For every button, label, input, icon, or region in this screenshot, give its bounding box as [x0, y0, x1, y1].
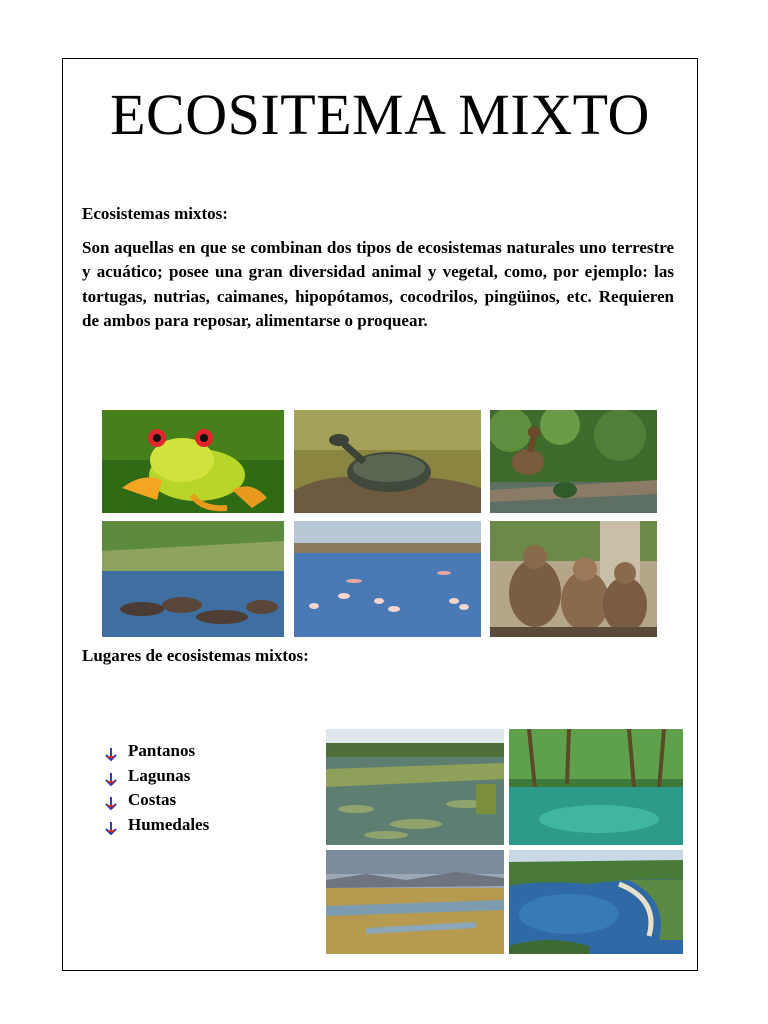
duck-photo	[490, 410, 657, 513]
bullet-arrow-icon	[104, 744, 118, 758]
bullet-arrow-icon	[104, 818, 118, 832]
list-item	[104, 739, 209, 764]
mangrove-lagoon-photo	[509, 729, 683, 845]
frog-photo	[102, 410, 284, 513]
list-item	[104, 788, 209, 813]
hippos-photo	[102, 521, 284, 637]
turtle-photo	[294, 410, 481, 513]
section-heading-lugares: Lugares de ecosistemas mixtos:	[82, 646, 309, 665]
list-item	[104, 764, 209, 789]
wetland-photo	[326, 850, 504, 954]
flamingos-photo	[294, 521, 481, 637]
swamp-photo	[326, 729, 504, 845]
otters-photo	[490, 521, 657, 637]
list-item-label: Lagunas	[128, 765, 191, 785]
section-heading-ecosistemas: Ecosistemas mixtos:	[82, 204, 228, 223]
list-item-label: Humedales	[128, 814, 210, 834]
list-item-label: Costas	[128, 790, 177, 809]
places-list	[104, 739, 209, 837]
coast-photo	[509, 850, 683, 954]
bullet-arrow-icon	[104, 793, 118, 807]
bullet-arrow-icon	[104, 769, 118, 783]
description-paragraph: Son aquellas en que se combinan dos tipos de ecosistemas naturales uno terrestre y acuático; posee una gran diversidad animal y vegetal, como, por ejemplo: las tortugas, nutrias, caimanes, hipopótamos, cocodrilos, pingüinos, etc. Requieren de ambos para reposar, alimentarse o proquear.	[82, 238, 674, 330]
list-item-label: Pantanos	[128, 741, 196, 760]
page-title: ECOSITEMA MIXTO	[110, 82, 650, 147]
list-item	[104, 813, 209, 838]
